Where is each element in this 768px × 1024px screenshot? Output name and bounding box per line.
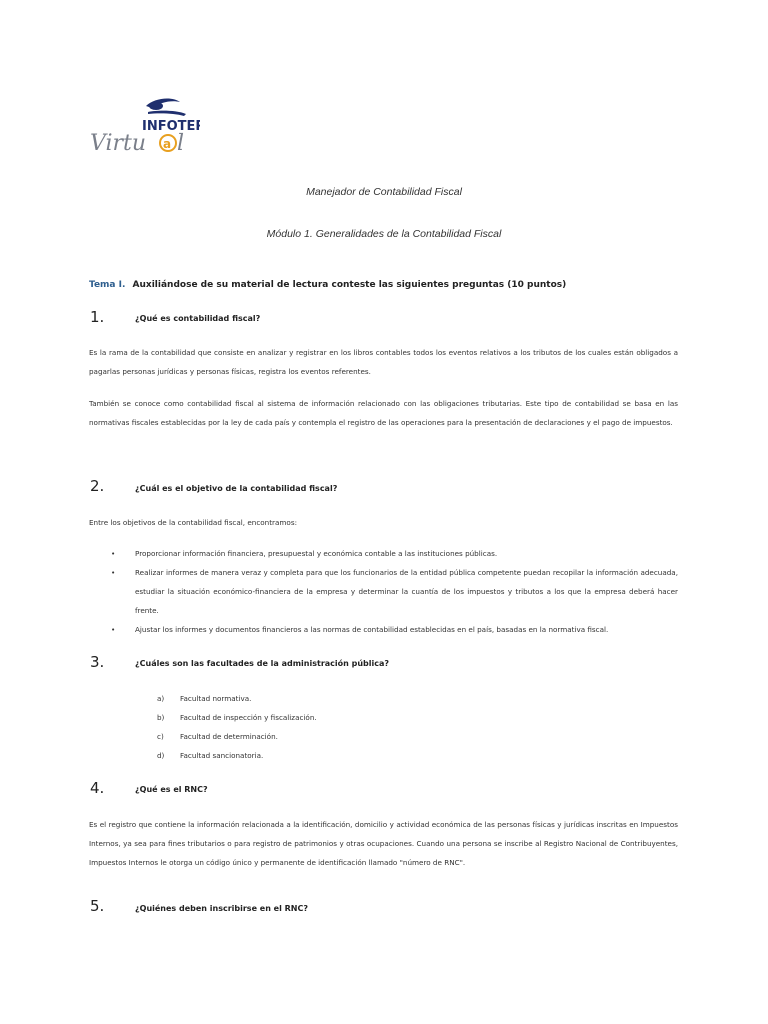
objectives-list <box>111 544 678 639</box>
infotep-logo <box>88 92 200 158</box>
question-2-text: ¿Cuál es el objetivo de la contabilidad fiscal? <box>135 484 338 493</box>
question-3-text: ¿Cuáles son las facultades de la administración pública? <box>135 659 390 668</box>
question-4-text: ¿Qué es el RNC? <box>135 785 208 794</box>
question-5-number: 5. <box>90 897 105 915</box>
question-3-number: 3. <box>90 653 105 671</box>
tema-heading <box>89 280 566 290</box>
svg-text:a: a <box>163 137 172 151</box>
list-item: • Proporcionar información financiera, presupuestal y económica contable a las instituciones públicas. <box>111 549 498 558</box>
answer-1-paragraph-1: Es la rama de la contabilidad que consiste en analizar y registrar en los libros contables todos los eventos relativos a los tributos de los cuales están obligados a pagarlas personas jurídicas y personas físicas, registra los eventos referentes. <box>89 348 678 376</box>
document-title: Manejador de Contabilidad Fiscal <box>306 186 462 198</box>
tema-text: Auxiliándose de su material de lectura conteste las siguientes preguntas (10 puntos) <box>132 280 567 290</box>
list-item: d) Facultad sancionatoria. <box>157 751 264 760</box>
logo-tagline-text: Virtu <box>90 131 147 156</box>
list-item: b) Facultad de inspección y fiscalización. <box>157 713 317 722</box>
question-1-text: ¿Qué es contabilidad fiscal? <box>135 314 261 323</box>
answer-2-intro: Entre los objetivos de la contabilidad fiscal, encontramos: <box>89 518 297 527</box>
list-item: a) Facultad normativa. <box>157 694 252 703</box>
question-5-text: ¿Quiénes deben inscribirse en el RNC? <box>135 904 308 913</box>
question-1-number: 1. <box>90 308 105 326</box>
faculties-list <box>157 689 317 765</box>
svg-text:l: l <box>177 131 185 156</box>
tema-label: Tema I. <box>89 280 126 290</box>
list-item: • Realizar informes de manera veraz y completa para que los funcionarios de la entidad pública competente puedan recopilar la información adecuada, estudiar la situación económico-financiera de la empresa y determinar la cuantía de los impuestos y tributos a los que la empresa deberá hacer frente. <box>111 568 678 615</box>
module-title: Módulo 1. Generalidades de la Contabilidad Fiscal <box>266 228 502 240</box>
list-item: • Ajustar los informes y documentos financieros a las normas de contabilidad establecidas en el país, basadas en la normativa fiscal. <box>111 625 609 634</box>
answer-4-paragraph: Es el registro que contiene la información relacionada a la identificación, domicilio y actividad económica de las personas físicas y jurídicas inscritas en Impuestos Internos, ya sea para fines tributarios o para registro de patrimonios y otras ocupaciones. Cuando una persona se inscribe al Registro Nacional de Contribuyentes, Impuestos Internos le otorga un código único y permanente de identificación llamado "número de RNC". <box>89 820 678 867</box>
answer-1-paragraph-2: También se conoce como contabilidad fiscal al sistema de información relacionado con las obligaciones tributarias. Este tipo de contabilidad se basa en las normativas fiscales establecidas por la ley de cada país y contempla el registro de las operaciones para la presentación de declaraciones y el pago de impuestos. <box>89 399 678 427</box>
logo-brand-text: INFOTEP <box>142 119 200 134</box>
list-item: c) Facultad de determinación. <box>157 732 278 741</box>
infotep-logo-graphic <box>88 92 200 158</box>
question-4-number: 4. <box>90 779 105 797</box>
question-2-number: 2. <box>90 477 105 495</box>
